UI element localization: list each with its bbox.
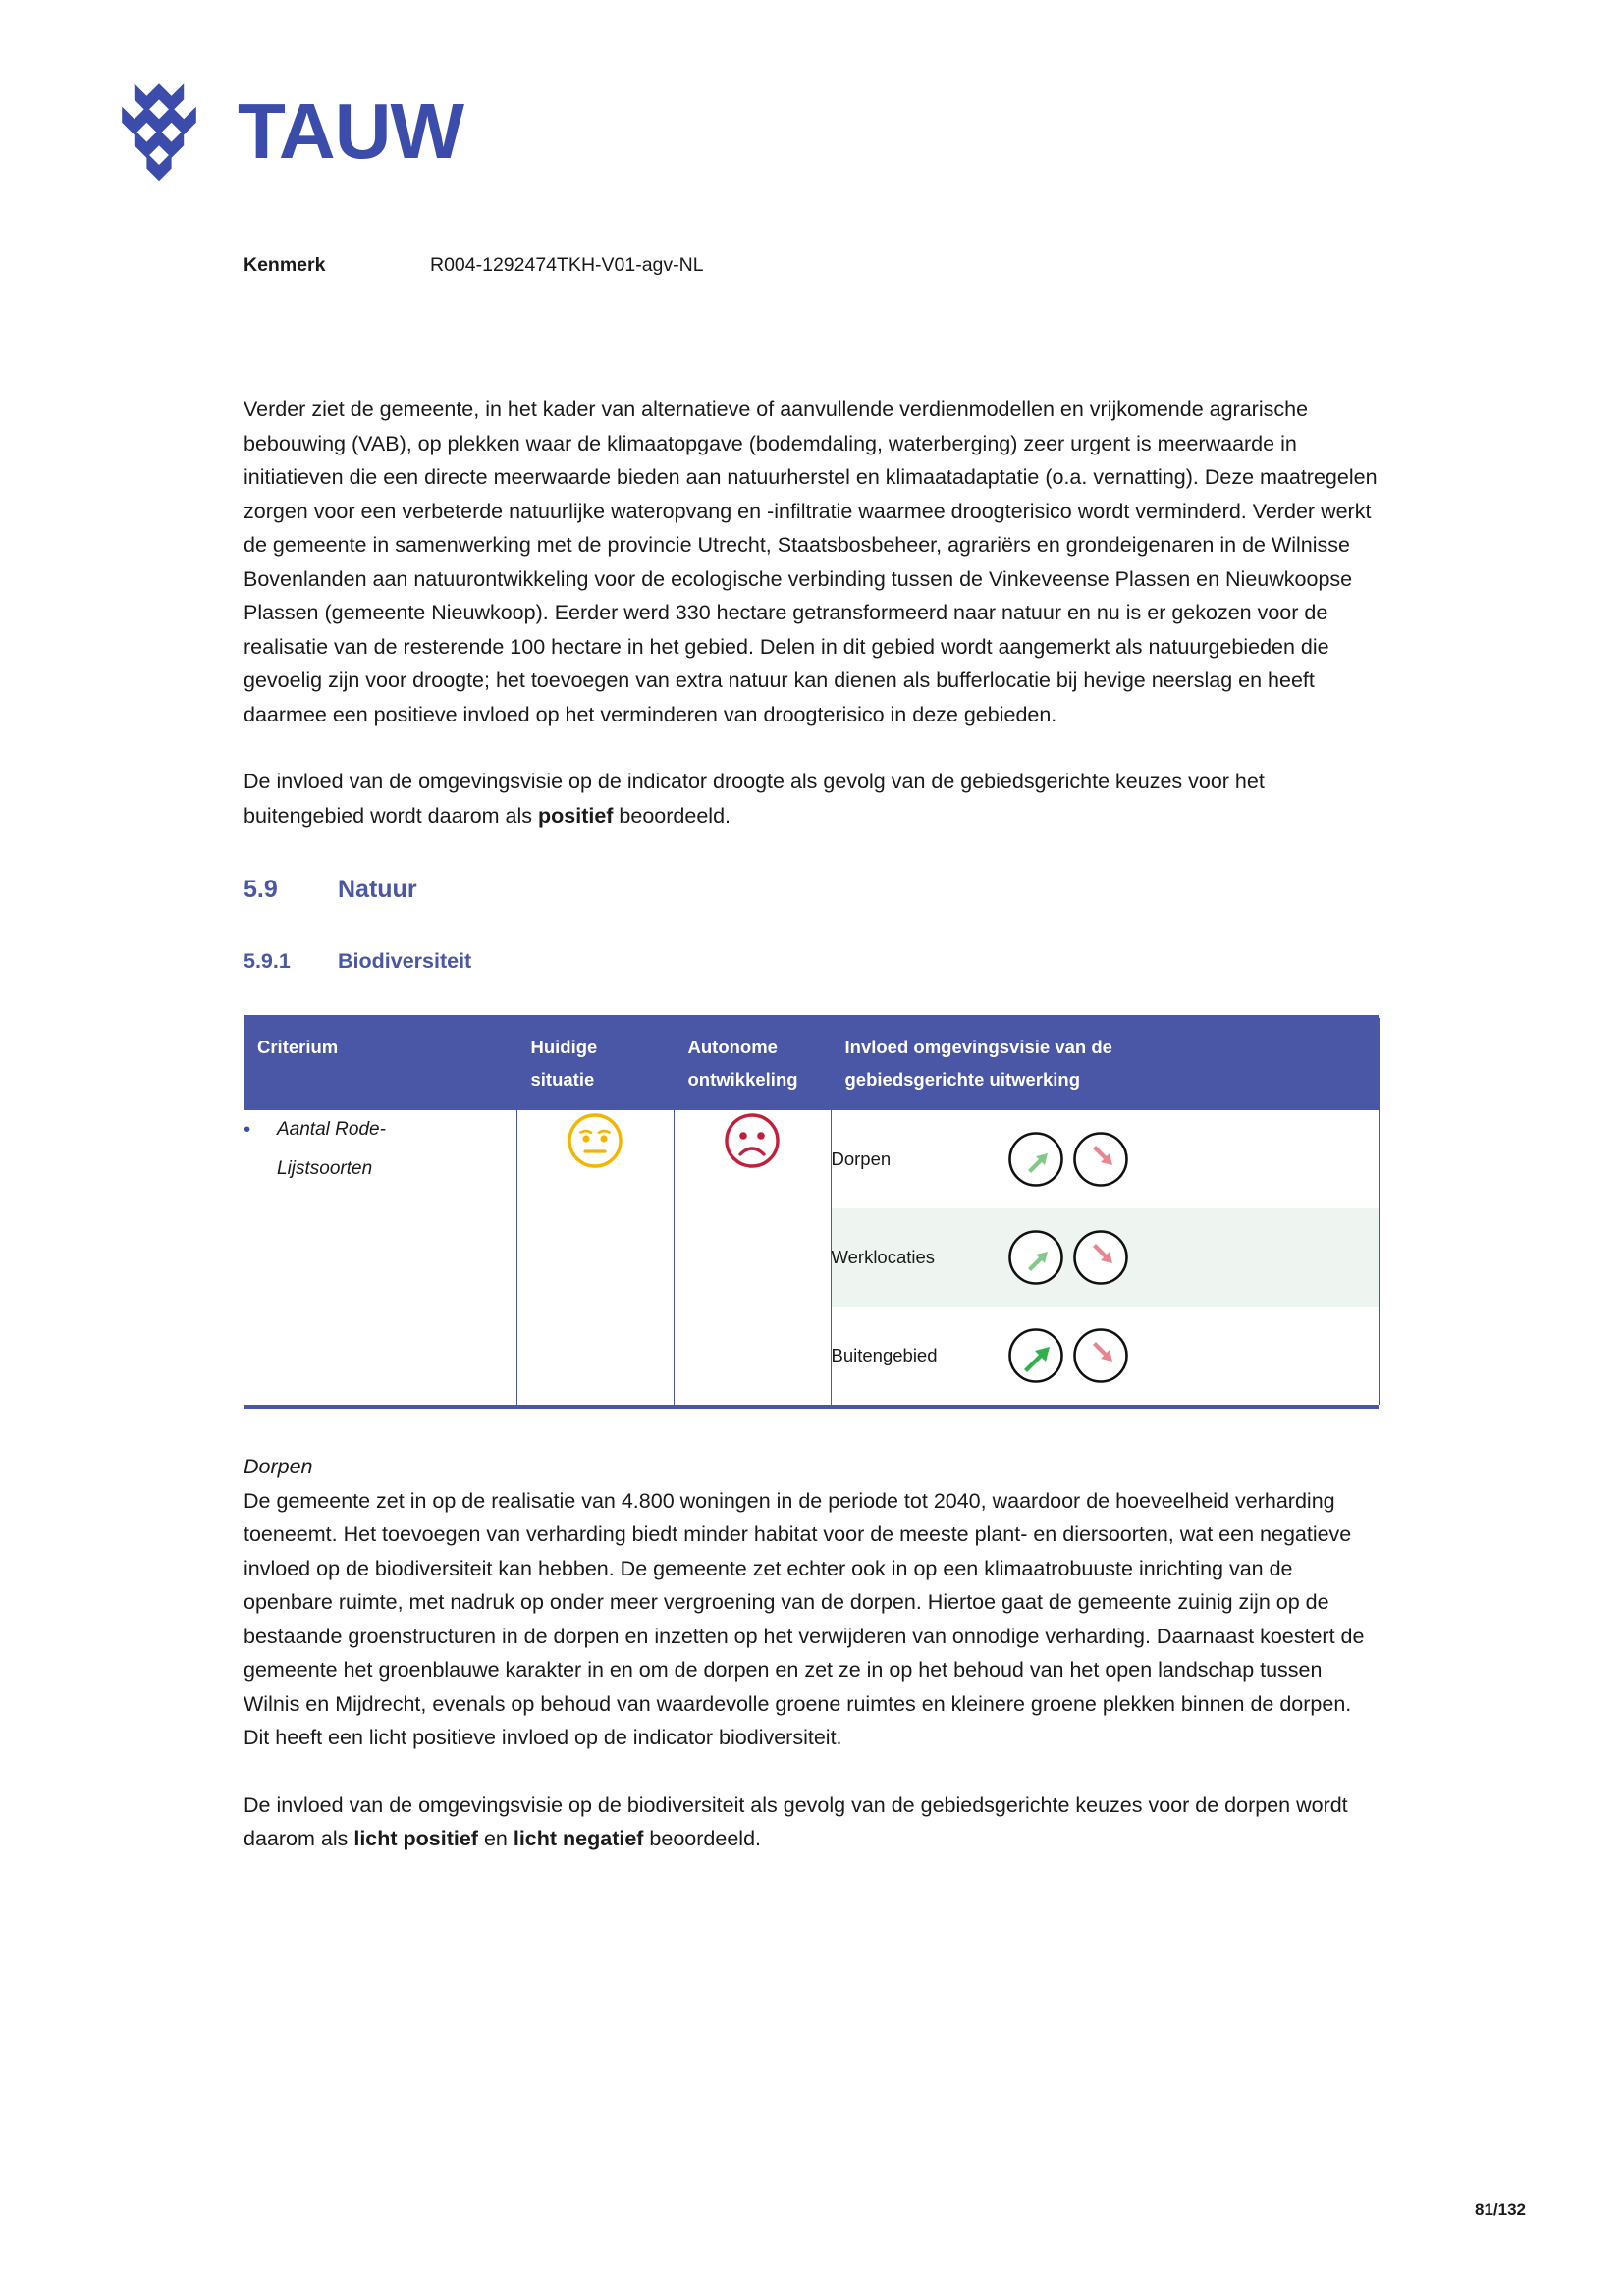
table-header [244, 1018, 1379, 1110]
arrow-down-right-light-red-icon [1071, 1130, 1130, 1189]
icon-pair [1006, 1130, 1379, 1189]
criterium-line-2: Lijstsoorten [277, 1158, 373, 1179]
column-header-huidige-line1: Huidige [530, 1037, 598, 1057]
column-header-huidige-situatie [516, 1018, 674, 1110]
neutral-face-icon [565, 1110, 625, 1171]
section-number: 5.9 [244, 876, 278, 903]
tauw-logo [106, 77, 463, 183]
spacer [244, 1409, 1379, 1450]
paragraph-droogte-conclusion [244, 765, 1379, 832]
area-label-buitengebied: Buitengebied [831, 1345, 938, 1365]
area-label-dorpen: Dorpen [831, 1148, 892, 1169]
dorpen-subheading: Dorpen [244, 1455, 313, 1478]
dorpen-bold-licht-negatief: licht negatief [513, 1827, 644, 1850]
column-header-criterium [244, 1018, 516, 1110]
assessment-table-wrapper [244, 1015, 1379, 1409]
paragraph-dorpen-conclusion [244, 1789, 1379, 1856]
table-row [244, 1110, 1379, 1405]
cell-huidige-situatie [516, 1110, 674, 1405]
dorpen-conclusion-mid: en [477, 1827, 514, 1850]
criterium-list-item [244, 1110, 516, 1189]
dorpen-conclusion-pre: De invloed van de omgevingsvisie op de biodiversiteit als gevolg van de gebiedsgerichte keuzes voor de dorpen wordt daarom als [244, 1792, 1348, 1850]
cell-criterium [244, 1110, 516, 1405]
section-title: Natuur [338, 876, 417, 903]
area-icons-werklocaties [1006, 1208, 1379, 1307]
column-header-autonome-ontwikkeling [674, 1018, 831, 1110]
arrow-down-right-light-red-icon [1071, 1228, 1130, 1287]
paragraph-droogte-buitengebied: Verder ziet de gemeente, in het kader van alternatieve of aanvullende verdienmodellen en vrijkomende agrarische bebouwing (VAB), op plekken waar de klimaatopgave (bodemdaling, waterberging) zeer urgent is meerwaarde in initiatieven die een directe meerwaarde bieden aan natuurherstel en klimaatadaptatie (o.a. vernatting). Deze maatregelen zorgen voor een verbeterde natuurlijke wateropvang en -infiltratie waarmee droogterisico wordt verminderd. Verder werkt de gemeente in samenwerking met de provincie Utrecht, Staatsbosbeheer, agrariërs en grondeigenaren in de Wilnisse Bovenlanden aan natuurontwikkeling voor de ecologische verbinding tussen de Vinkeveense Plassen en Nieuwkoopse Plassen (gemeente Nieuwkoop). Eerder werd 330 hectare getransformeerd naar natuur en nu is er gekozen voor de realisatie van de resterende 100 hectare in het gebied. Delen in dit gebied wordt aangemerkt als natuurgebieden die gevoelig zijn voor droogte; het toevoegen van extra natuur kan dienen als bufferlocatie bij hevige neerslag en heeft daarmee een positieve invloed op het verminderen van droogterisico in deze gebieden. [244, 398, 1378, 726]
arrow-down-right-light-red-icon [1071, 1326, 1130, 1385]
area-label-werklocaties: Werklocaties [832, 1208, 1006, 1307]
kenmerk-label: Kenmerk [244, 254, 326, 276]
column-header-invloed [831, 1018, 1379, 1110]
conclusion-post-text: beoordeeld. [613, 803, 731, 828]
subsection-title: Biodiversiteit [338, 949, 472, 973]
document-content [244, 393, 1379, 1890]
conclusion-bold-positief: positief [538, 803, 614, 828]
tauw-logo-mark-icon [106, 77, 212, 183]
arrow-up-right-light-green-icon [1006, 1130, 1065, 1189]
column-header-invloed-line2: gebiedsgerichte uitwerking [844, 1069, 1081, 1090]
column-header-criterium-label: Criterium [257, 1037, 339, 1057]
area-icons-dorpen [1006, 1110, 1379, 1208]
area-row-buitengebied [832, 1307, 1379, 1405]
area-icons-buitengebied [1006, 1307, 1379, 1405]
tauw-logo-wordmark: TAUW [238, 87, 463, 175]
column-header-autonome-line2: ontwikkeling [687, 1069, 798, 1090]
arrow-up-right-light-green-icon [1006, 1228, 1065, 1287]
table-body [244, 1110, 1379, 1405]
bullet-icon: • [244, 1119, 251, 1141]
cell-invloed [831, 1110, 1379, 1405]
arrow-up-right-green-icon [1006, 1326, 1065, 1385]
paragraph-dorpen: De gemeente zet in op de realisatie van 4.800 woningen in de periode tot 2040, waardoor de hoeveelheid verharding toeneemt. Het toevoegen van verharding biedt minder habitat voor de meeste plant- en diersoorten, wat een negatieve invloed op de biodiversiteit kan hebben. De gemeente zet echter ook in op een klimaatrobuuste inrichting van de openbare ruimte, met nadruk op onder meer vergroening van de dorpen. Hiertoe gaat de gemeente zuinig zijn op de bestaande groenstructuren in de dorpen en inzetten op het verwijderen van onnodige verharding. Daarnaast koestert de gemeente het groenblauwe karakter in en om de dorpen en zet ze in op het behoud van het open landschap tussen Wilnis en Mijdrecht, evenals op behoud van waardevolle groene ruimtes en kleinere groene plekken binnen de dorpen. Dit heeft een licht positieve invloed op de indicator biodiversiteit. [244, 1488, 1365, 1749]
table-header-row [244, 1018, 1379, 1110]
section-heading-natuur [244, 876, 1379, 904]
dorpen-bold-licht-positief: licht positief [353, 1827, 478, 1850]
criterium-line-1: Aantal Rode- [277, 1119, 386, 1140]
dorpen-conclusion-post: beoordeeld. [643, 1827, 761, 1850]
kenmerk-header [244, 253, 704, 278]
icon-pair [1006, 1326, 1379, 1385]
icon-pair [1006, 1228, 1379, 1287]
area-row-dorpen [832, 1110, 1379, 1208]
sad-face-icon [722, 1110, 783, 1171]
column-header-huidige-line2: situatie [530, 1069, 595, 1090]
page-number: 81/132 [1475, 2200, 1526, 2218]
kenmerk-value: R004-1292474TKH-V01-agv-NL [430, 254, 704, 276]
cell-autonome-ontwikkeling [674, 1110, 831, 1405]
area-subtable [832, 1110, 1379, 1405]
column-header-invloed-line1: Invloed omgevingsvisie van de [844, 1037, 1112, 1057]
conclusion-pre-text: De invloed van de omgevingsvisie op de indicator droogte als gevolg van de gebiedsgerichte keuzes voor het buitengebied wordt daarom als [244, 770, 1265, 828]
subsection-heading-biodiversiteit [244, 949, 1379, 974]
subsection-number: 5.9.1 [244, 949, 291, 973]
assessment-table [244, 1018, 1380, 1405]
column-header-autonome-line1: Autonome [687, 1037, 778, 1057]
area-row-werklocaties [832, 1208, 1379, 1307]
criterium-text [277, 1110, 386, 1189]
